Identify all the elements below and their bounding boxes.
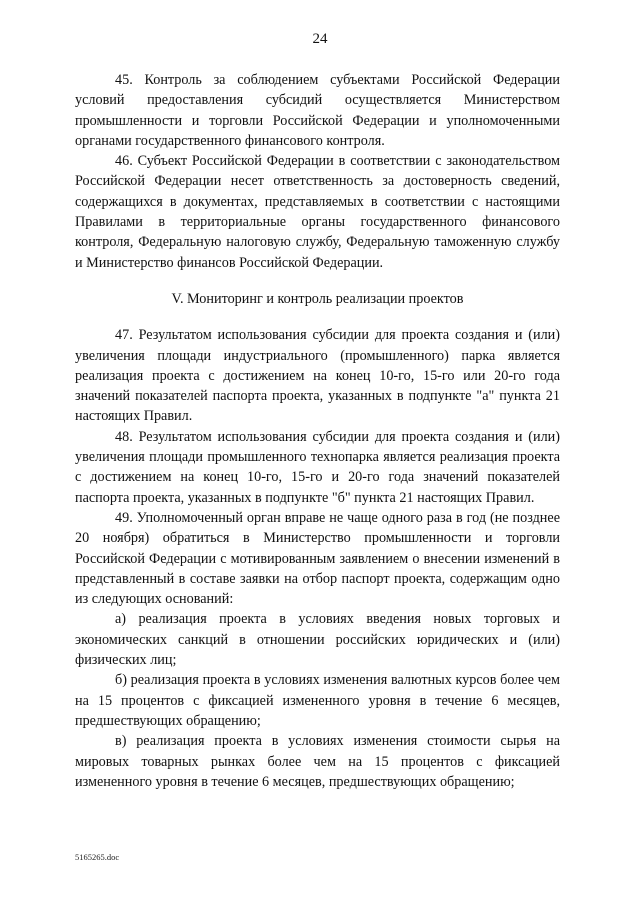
paragraph-45: 45. Контроль за соблюдением субъектами Российской Федерации условий предоставления субсидий осуществляется Министерством промышленности и торговли Российской Федерации и уполномоченными органами государственного финансового контроля.: [75, 72, 560, 149]
section-title: V. Мониторинг и контроль реализации проектов: [171, 290, 464, 307]
paragraph-46: 46. Субъект Российской Федерации в соответствии с законодательством Российской Федерации несет ответственность за достоверность сведений, содержащихся в документах, представляемых в соответствии с настоящими Правилами в территориальные органы государственного финансового контроля, Федеральную налоговую службу, Федеральную таможенную службу и Министерство финансов Российской Федерации.: [75, 153, 560, 271]
page-number: 24: [312, 31, 328, 47]
document-body: [75, 70, 560, 792]
footer-filename: 5165265.doc: [75, 852, 120, 862]
paragraph-47: 47. Результатом использования субсидии для проекта создания и (или) увеличения площади индустриального (промышленного) парка является реализация проекта с достижением на конец 10-го, 15-го или 20-го года значений показателей паспорта проекта, указанных в подпункте "а" пункта 21 настоящих Правил.: [75, 327, 560, 425]
subparagraph-b: б) реализация проекта в условиях изменения валютных курсов более чем на 15 процентов с фиксацией измененного уровня в течение 6 месяцев, предшествующих обращению;: [75, 672, 560, 729]
subparagraph-a: а) реализация проекта в условиях введения новых торговых и экономических санкций в отношении российских юридических и (или) физических лиц;: [75, 611, 560, 669]
paragraph-48: 48. Результатом использования субсидии для проекта создания и (или) увеличения площади промышленного технопарка является реализация проекта с достижением на конец 10-го, 15-го и 20-го года значений показателей паспорта проекта, указанных в подпункте "б" пункта 21 настоящих Правил.: [75, 428, 560, 506]
paragraph-49: 49. Уполномоченный орган вправе не чаще одного раза в год (не позднее 20 ноября) обратиться в Министерство промышленности и торговли Российской Федерации с мотивированным заявлением о внесении изменений в представленный в составе заявки на отбор паспорт проекта, содержащим одно из следующих оснований:: [75, 509, 560, 608]
subparagraph-v: в) реализация проекта в условиях изменения стоимости сырья на мировых товарных рынках более чем на 15 процентов с фиксацией измененного уровня в течение 6 месяцев, предшествующих обращению;: [75, 733, 560, 790]
